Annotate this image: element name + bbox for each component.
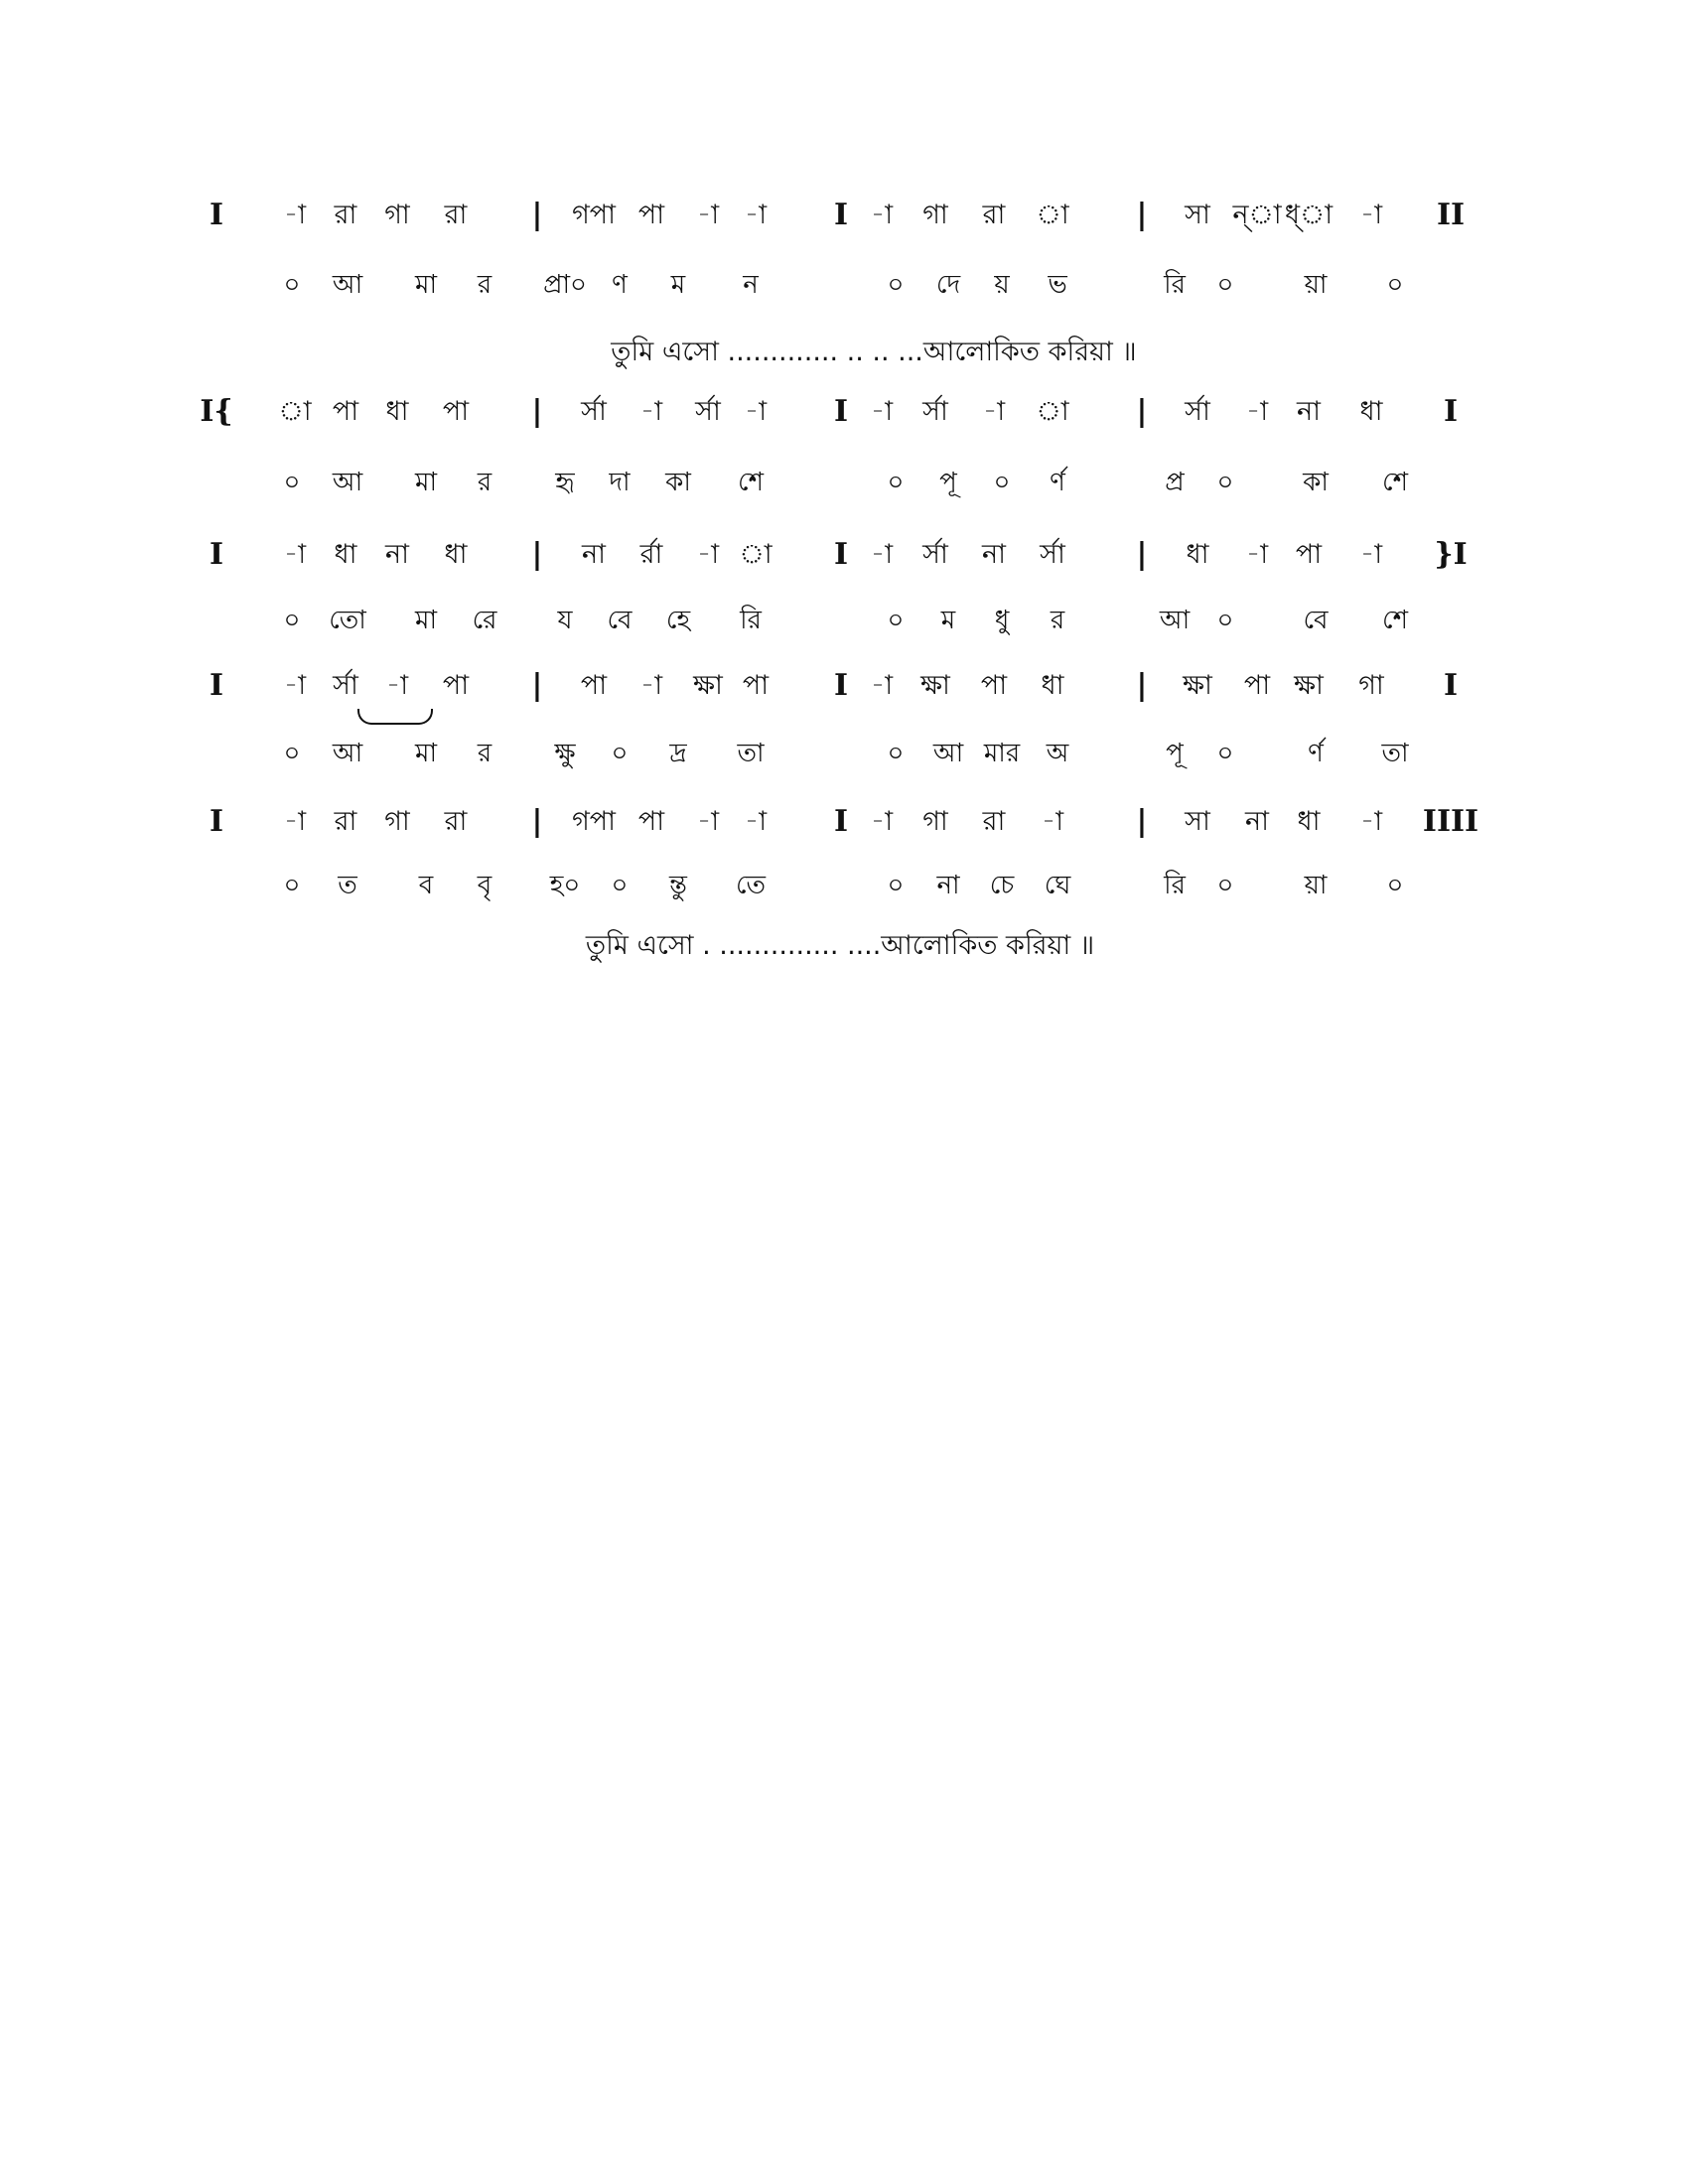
swara-note: -া — [283, 670, 307, 701]
bar-line: I — [1443, 394, 1459, 429]
swara-note: র্সা — [333, 670, 358, 701]
lyric-syllable: রি — [1164, 270, 1186, 300]
swara-note: া — [1036, 396, 1069, 427]
swara-note: -া — [1359, 200, 1383, 230]
swara-note: গা — [1358, 670, 1384, 701]
bar-line: | — [531, 198, 543, 232]
lyric-syllable: ০ — [887, 270, 905, 300]
lyric-syllable: অ — [1046, 739, 1069, 768]
lyric-syllable: রি — [1164, 871, 1186, 900]
swara-note: পা — [442, 396, 470, 427]
slur-mark — [357, 709, 433, 725]
swara-note: ধা — [1359, 396, 1383, 427]
swara-note: রা — [982, 200, 1006, 230]
swara-note: র্সা — [1185, 396, 1210, 427]
lyric-syllable: ধু — [994, 606, 1010, 635]
swara-note: া — [739, 539, 773, 570]
lyric-syllable: ০ — [887, 871, 905, 900]
lyric-syllable: তো — [329, 606, 366, 635]
swara-note: গা — [384, 806, 410, 837]
swara-note: গা — [922, 806, 948, 837]
bar-line: I{ — [200, 394, 233, 429]
swara-note: গা — [922, 200, 948, 230]
bar-line: | — [1136, 668, 1148, 703]
lyric-syllable: শে — [738, 468, 764, 497]
swara-note: -া — [283, 539, 307, 570]
swara-note: র্সা — [1040, 539, 1065, 570]
swara-note: -া — [696, 200, 720, 230]
bar-line: I — [833, 668, 849, 703]
lyric-syllable: বে — [1303, 606, 1329, 635]
lyric-syllable: র্ণ — [1308, 739, 1324, 768]
lyric-syllable: মা — [415, 270, 437, 300]
lyric-syllable: ভ — [1048, 270, 1067, 300]
swara-note: রা — [444, 200, 468, 230]
bar-line: IIII — [1422, 804, 1479, 839]
swara-note: রা — [444, 806, 468, 837]
lyric-syllable: র্ণ — [1050, 468, 1065, 497]
lyric-syllable: হ০ — [549, 871, 581, 900]
lyric-syllable: ন — [743, 270, 759, 300]
lyric-syllable: ০ — [611, 871, 629, 900]
lyric-syllable: মা — [415, 739, 437, 768]
lyric-syllable: শে — [1382, 606, 1408, 635]
swara-note: -া — [982, 396, 1006, 427]
lyric-syllable: হে — [665, 606, 691, 635]
lyric-syllable: ০ — [283, 606, 301, 635]
swara-note: ক্ষা — [1183, 670, 1212, 701]
swara-note: ধ্া — [1284, 200, 1334, 230]
lyric-syllable: ০ — [1216, 468, 1234, 497]
swara-note: পা — [442, 670, 470, 701]
bar-line: I — [833, 537, 849, 572]
lyric-syllable: তা — [1381, 739, 1409, 768]
swara-note: পা — [637, 806, 665, 837]
swara-note: -া — [639, 670, 663, 701]
lyric-syllable: ব — [418, 871, 434, 900]
lyric-syllable: আ — [332, 270, 363, 300]
swara-note: -া — [385, 670, 409, 701]
lyric-syllable: ০ — [1216, 871, 1234, 900]
lyric-syllable: ০ — [887, 739, 905, 768]
lyric-syllable: মার — [983, 739, 1021, 768]
swara-note: -া — [744, 806, 768, 837]
refrain-line: তুমি এসো . .............. ....আলোকিত করিয়া ॥ — [585, 930, 1095, 961]
swara-note: না — [385, 539, 409, 570]
swara-note: গপা — [572, 806, 616, 837]
lyric-syllable: দে — [935, 270, 961, 300]
swara-note: পা — [1295, 539, 1323, 570]
lyric-syllable: বৃ — [477, 871, 492, 900]
bar-line: | — [531, 804, 543, 839]
bar-line: I — [833, 198, 849, 232]
lyric-syllable: ০ — [283, 270, 301, 300]
lyric-syllable: ০ — [283, 871, 301, 900]
lyric-syllable: বে — [607, 606, 633, 635]
lyric-syllable: মা — [415, 606, 437, 635]
swara-note: ন্া — [1232, 200, 1282, 230]
bar-line: | — [1136, 804, 1148, 839]
swara-note: -া — [744, 396, 768, 427]
lyric-syllable: আ — [332, 468, 363, 497]
lyric-syllable: য় — [994, 270, 1010, 300]
swara-note: পা — [332, 396, 359, 427]
swara-note: -া — [283, 200, 307, 230]
swara-note: রা — [334, 806, 357, 837]
swara-note: -া — [870, 806, 894, 837]
swara-note: -া — [639, 396, 663, 427]
lyric-syllable: আ — [1159, 606, 1191, 635]
lyric-syllable: আ — [932, 739, 964, 768]
bar-line: | — [531, 537, 543, 572]
swara-note: ক্ষা — [1294, 670, 1324, 701]
lyric-syllable: ০ — [1216, 270, 1234, 300]
swara-note: পা — [580, 670, 608, 701]
swara-note: ক্ষা — [920, 670, 950, 701]
bar-line: I — [833, 804, 849, 839]
bar-line: I — [209, 198, 224, 232]
swara-note: না — [1297, 396, 1321, 427]
bar-line: I — [209, 804, 224, 839]
swara-note: না — [1245, 806, 1269, 837]
swara-note: র্সা — [695, 396, 721, 427]
swara-note: -া — [744, 200, 768, 230]
swara-note: -া — [1245, 396, 1269, 427]
lyric-syllable: য — [557, 606, 573, 635]
swara-note: -া — [1245, 539, 1269, 570]
lyric-syllable: প্র — [1165, 468, 1185, 497]
lyric-syllable: ০ — [611, 739, 629, 768]
bar-line: | — [1136, 537, 1148, 572]
lyric-syllable: ঘে — [1044, 871, 1071, 900]
swara-note: -া — [283, 806, 307, 837]
bar-line: I — [1443, 668, 1459, 703]
lyric-syllable: রে — [472, 606, 497, 635]
lyric-syllable: র — [1050, 606, 1065, 635]
swara-note: না — [982, 539, 1006, 570]
swara-note: -া — [696, 806, 720, 837]
lyric-syllable: ০ — [1216, 739, 1234, 768]
lyric-syllable: মা — [415, 468, 437, 497]
swara-note: রা — [334, 200, 357, 230]
lyric-syllable: ম — [940, 606, 956, 635]
swara-note: র্সা — [581, 396, 607, 427]
lyric-syllable: প্রা০ — [543, 270, 587, 300]
lyric-syllable: ০ — [887, 606, 905, 635]
swara-note: পা — [980, 670, 1008, 701]
swara-note: ধা — [385, 396, 409, 427]
bar-line: | — [1136, 394, 1148, 429]
lyric-syllable: দ্র — [669, 739, 687, 768]
swara-note: -া — [1359, 806, 1383, 837]
lyric-syllable: ন্তু — [669, 871, 687, 900]
lyric-syllable: পূ — [939, 468, 957, 497]
refrain-line: তুমি এসো ............. .. .. ...আলোকিত করিয়া ॥ — [611, 337, 1137, 367]
swara-note: র্রা — [639, 539, 663, 570]
lyric-syllable: র — [477, 739, 492, 768]
lyric-syllable: ০ — [283, 739, 301, 768]
swara-note: -া — [870, 200, 894, 230]
bar-line: I — [833, 394, 849, 429]
swara-note: পা — [1243, 670, 1271, 701]
swara-note: র্সা — [922, 539, 948, 570]
swara-note: া — [278, 396, 312, 427]
swara-note: পা — [742, 670, 770, 701]
bar-line: | — [531, 394, 543, 429]
lyric-syllable: ০ — [1216, 606, 1234, 635]
swara-note: ক্ষা — [693, 670, 723, 701]
lyric-syllable: ণ — [612, 270, 628, 300]
lyric-syllable: শে — [1382, 468, 1408, 497]
lyric-syllable: ০ — [1386, 871, 1404, 900]
swara-note: র্সা — [922, 396, 948, 427]
swara-note: না — [582, 539, 606, 570]
swara-note: রা — [982, 806, 1006, 837]
lyric-syllable: ক্ষু — [554, 739, 576, 768]
swara-note: সা — [1185, 200, 1210, 230]
lyric-syllable: ০ — [887, 468, 905, 497]
bar-line: | — [1136, 198, 1148, 232]
bar-line: | — [531, 668, 543, 703]
swara-note: া — [1036, 200, 1069, 230]
lyric-syllable: আ — [332, 739, 363, 768]
bar-line: }I — [1434, 537, 1468, 572]
lyric-syllable: রি — [740, 606, 762, 635]
lyric-syllable: কা — [1303, 468, 1329, 497]
bar-line: I — [209, 668, 224, 703]
lyric-syllable: চে — [989, 871, 1015, 900]
swara-note: ধা — [334, 539, 357, 570]
lyric-syllable: র — [477, 468, 492, 497]
swara-note: -া — [696, 539, 720, 570]
swara-note: -া — [870, 539, 894, 570]
lyric-syllable: কা — [665, 468, 691, 497]
lyric-syllable: তে — [735, 871, 767, 900]
lyric-syllable: দা — [609, 468, 631, 497]
lyric-syllable: পূ — [1166, 739, 1184, 768]
swara-note: সা — [1185, 806, 1210, 837]
lyric-syllable: য়া — [1304, 270, 1328, 300]
lyric-syllable: ম — [670, 270, 686, 300]
swara-note: -া — [870, 396, 894, 427]
bar-line: I — [209, 537, 224, 572]
lyric-syllable: তা — [737, 739, 765, 768]
lyric-syllable: ০ — [283, 468, 301, 497]
swara-note: ধা — [1186, 539, 1209, 570]
swara-note: ধা — [1041, 670, 1064, 701]
swara-note: ধা — [444, 539, 468, 570]
swara-note: ধা — [1297, 806, 1321, 837]
lyric-syllable: ০ — [993, 468, 1011, 497]
bar-line: II — [1436, 198, 1466, 232]
lyric-syllable: ত — [338, 871, 357, 900]
swara-note: গা — [384, 200, 410, 230]
lyric-syllable: য়া — [1304, 871, 1328, 900]
lyric-syllable: না — [936, 871, 960, 900]
swara-note: -া — [870, 670, 894, 701]
swara-note: -া — [1359, 539, 1383, 570]
swara-note: পা — [637, 200, 665, 230]
lyric-syllable: ০ — [1386, 270, 1404, 300]
swara-note: গপা — [572, 200, 616, 230]
lyric-syllable: র — [477, 270, 492, 300]
swara-note: -া — [1041, 806, 1064, 837]
lyric-syllable: হৃ — [555, 468, 575, 497]
